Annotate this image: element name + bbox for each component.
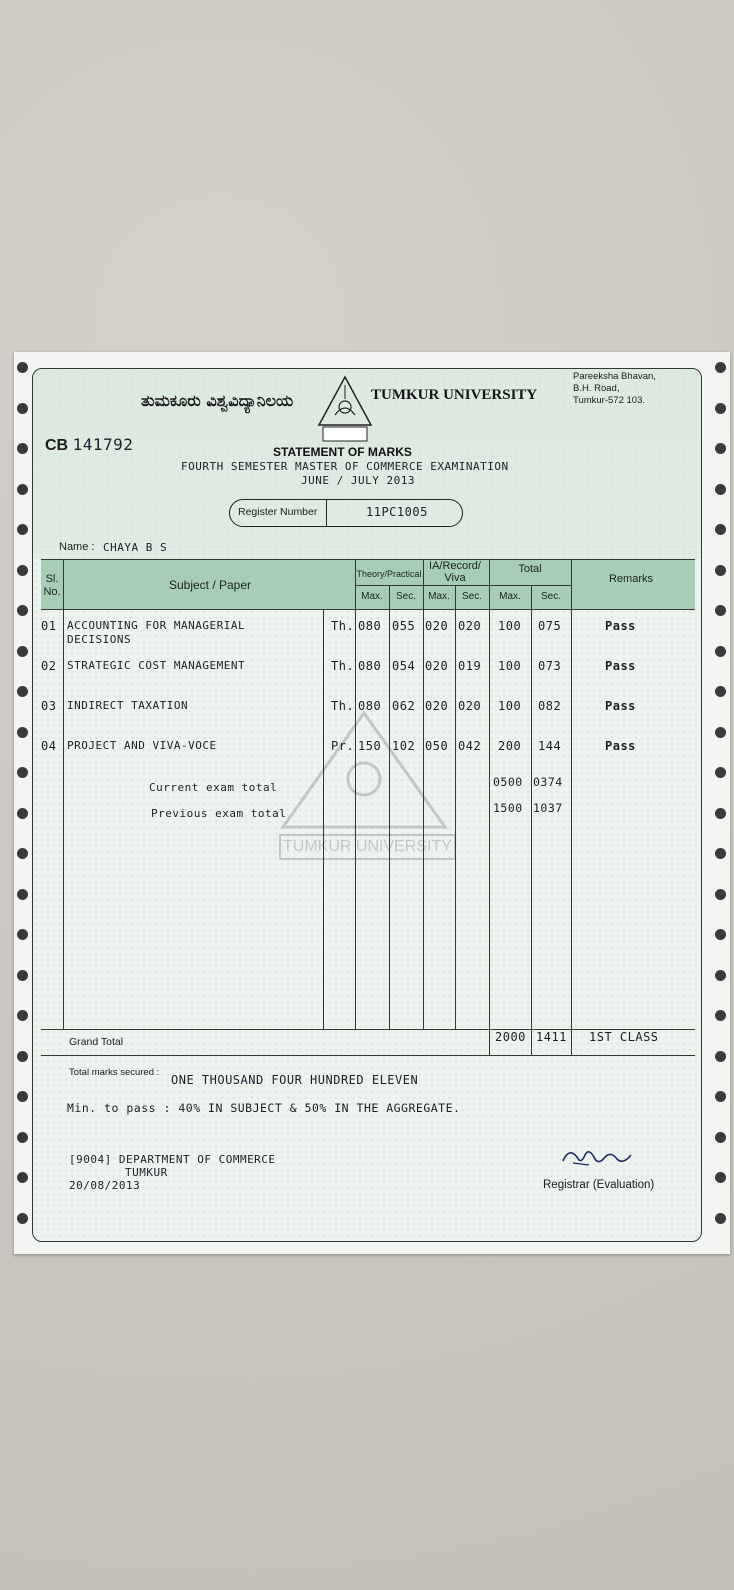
row-total-sec: 082 <box>538 699 562 713</box>
total-secured-label: Total marks secured : <box>69 1067 160 1078</box>
col-header-total: Total <box>518 563 542 575</box>
row-paper-type: Th. <box>331 699 355 713</box>
previous-total-sec: 1037 <box>533 801 563 815</box>
col-header-theory: Theory/Practical <box>356 569 422 579</box>
student-name-label: Name : <box>59 541 95 553</box>
row-total-sec: 075 <box>538 619 562 633</box>
row-ia-sec: 019 <box>458 659 482 673</box>
sub-header-sec: Sec. <box>395 591 416 602</box>
row-theory-sec: 055 <box>392 619 416 633</box>
minimum-to-pass: Min. to pass : 40% IN SUBJECT & 50% IN THE AGGREGATE. <box>67 1101 461 1115</box>
row-paper-type: Th. <box>331 659 355 673</box>
sub-header-sec: Sec. <box>461 591 482 602</box>
total-secured-words: ONE THOUSAND FOUR HUNDRED ELEVEN <box>171 1073 419 1087</box>
col-header-sl-no: Sl. No. <box>43 573 61 598</box>
department-line2: TUMKUR <box>125 1166 168 1179</box>
row-subject: STRATEGIC COST MANAGEMENT <box>67 659 246 672</box>
grand-total-sec: 1411 <box>536 1030 567 1044</box>
row-remark: Pass <box>605 739 636 753</box>
row-total-max: 200 <box>498 739 522 753</box>
row-sl-no: 04 <box>41 739 57 753</box>
row-ia-max: 020 <box>425 619 449 633</box>
register-number-box <box>229 499 463 527</box>
row-ia-sec: 020 <box>458 699 482 713</box>
row-total-max: 100 <box>498 619 522 633</box>
exam-session: JUNE / JULY 2013 <box>301 474 415 487</box>
row-remark: Pass <box>605 619 636 633</box>
row-subject: PROJECT AND VIVA-VOCE <box>67 739 217 752</box>
sub-header-max: Max. <box>361 591 383 602</box>
row-ia-max: 020 <box>425 699 449 713</box>
page-title: STATEMENT OF MARKS <box>273 445 412 459</box>
issue-date: 20/08/2013 <box>69 1179 141 1192</box>
sub-header-sec: Sec. <box>540 591 561 602</box>
row-ia-max: 050 <box>425 739 449 753</box>
sub-header-max: Max. <box>499 591 521 602</box>
row-total-max: 100 <box>498 659 522 673</box>
row-remark: Pass <box>605 699 636 713</box>
watermark-logo: TUMKUR UNIVERSITY <box>279 709 456 860</box>
tractor-holes-left <box>16 362 30 1242</box>
watermark-triangle-icon <box>279 709 449 829</box>
row-subject: ACCOUNTING FOR MANAGERIAL DECISIONS <box>67 619 246 646</box>
current-total-max: 0500 <box>493 775 523 789</box>
row-total-sec: 073 <box>538 659 562 673</box>
current-total-sec: 0374 <box>533 775 563 789</box>
register-number-value: 11PC1005 <box>366 505 428 519</box>
university-name-kannada: ತುಮಕೂರು ವಿಶ್ವವಿದ್ಯಾನಿಲಯ <box>141 391 294 410</box>
registrar-signature-icon <box>559 1143 637 1171</box>
col-header-remarks: Remarks <box>608 573 653 585</box>
row-paper-type: Th. <box>331 619 355 633</box>
exam-title: FOURTH SEMESTER MASTER OF COMMERCE EXAMINATION <box>181 460 509 473</box>
row-theory-max: 080 <box>358 619 382 633</box>
row-theory-max: 080 <box>358 699 382 713</box>
row-ia-sec: 042 <box>458 739 482 753</box>
row-theory-sec: 054 <box>392 659 416 673</box>
grand-total-max: 2000 <box>495 1030 526 1044</box>
previous-total-label: Previous exam total <box>151 807 287 820</box>
row-total-sec: 144 <box>538 739 562 753</box>
row-sl-no: 03 <box>41 699 57 713</box>
current-total-label: Current exam total <box>149 781 278 794</box>
col-header-ia: IA/Record/ Viva <box>429 560 481 584</box>
row-theory-sec: 102 <box>392 739 416 753</box>
serial-number: CB 141792 <box>45 435 134 454</box>
registrar-title: Registrar (Evaluation) <box>543 1179 655 1191</box>
row-theory-sec: 062 <box>392 699 416 713</box>
row-ia-max: 020 <box>425 659 449 673</box>
row-paper-type: Pr. <box>331 739 355 753</box>
university-logo-icon <box>317 375 373 443</box>
col-header-subject: Subject / Paper <box>168 578 252 592</box>
row-sl-no: 02 <box>41 659 57 673</box>
grand-total-label: Grand Total <box>69 1036 124 1048</box>
university-address: Pareeksha Bhavan, B.H. Road, Tumkur-572 103. <box>573 371 656 406</box>
row-theory-max: 150 <box>358 739 382 753</box>
statement-form <box>32 368 702 1242</box>
row-remark: Pass <box>605 659 636 673</box>
department-line1: [9004] DEPARTMENT OF COMMERCE <box>69 1153 276 1166</box>
row-ia-sec: 020 <box>458 619 482 633</box>
tractor-holes-right <box>714 362 728 1242</box>
result-class: 1ST CLASS <box>589 1030 659 1044</box>
register-number-label: Register Number <box>238 506 318 518</box>
row-theory-max: 080 <box>358 659 382 673</box>
row-sl-no: 01 <box>41 619 57 633</box>
row-total-max: 100 <box>498 699 522 713</box>
row-subject: INDIRECT TAXATION <box>67 699 189 712</box>
student-name: CHAYA B S <box>103 541 168 554</box>
university-name: TUMKUR UNIVERSITY <box>371 387 538 403</box>
sub-header-max: Max. <box>428 591 450 602</box>
previous-total-max: 1500 <box>493 801 523 815</box>
